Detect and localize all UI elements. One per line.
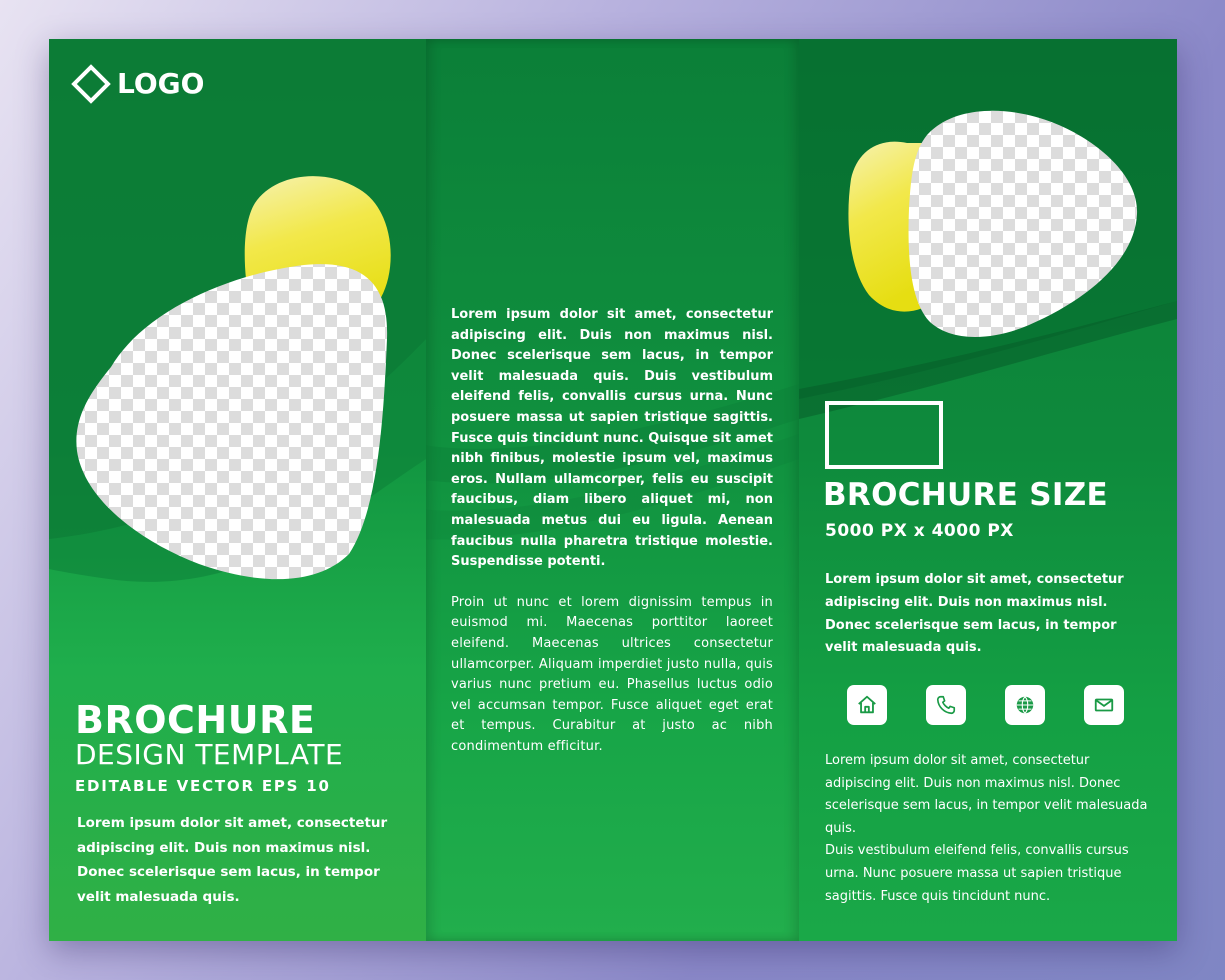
middle-paragraph-bold: Lorem ipsum dolor sit amet, consectetur adipiscing elit. Duis non maximus nisl. Donec scelerisque sem lacus, in tempor velit malesuada quis. Duis vestibulum eleifend felis, convallis cursus urna. Nunc posuere massa ut sapien tristique sagittis. Fusce quis tincidunt nunc. Quisque sit amet nibh finibus, molestie ipsum vel, maximus eros. Nullam ullamcorper, felis eu suscipit faucibus, diam libero aliquet mi, non malesuada metus dui eu ligula. Aenean faucibus nulla pharetra tristique molestie. Suspendisse potenti.: [451, 307, 773, 570]
middle-text-block: [451, 305, 773, 757]
brochure-title: BROCHURE: [75, 698, 316, 742]
back-description-bold: Lorem ipsum dolor sit amet, consectetur adipiscing elit. Duis non maximus nisl. Donec scelerisque sem lacus, in tempor velit malesuada quis.: [825, 572, 1124, 656]
brochure-title-block: [75, 699, 343, 795]
phone-icon: [935, 694, 957, 716]
globe-icon-button[interactable]: [1005, 685, 1045, 725]
globe-icon: [1014, 694, 1036, 716]
phone-icon-button[interactable]: [926, 685, 966, 725]
brochure-panel-back: [799, 39, 1177, 941]
back-description-regular-1: Lorem ipsum dolor sit amet, consectetur adipiscing elit. Duis non maximus nisl. Donec scelerisque sem lacus, in tempor velit malesuada quis.: [825, 753, 1148, 836]
size-rectangle-outline: [825, 401, 943, 469]
brochure-panel-middle: [426, 39, 799, 941]
contact-icons: [847, 685, 1124, 725]
back-description-regular: [825, 750, 1155, 908]
home-icon: [856, 694, 878, 716]
middle-paragraph-regular: Proin ut nunc et lorem dignissim tempus in euismod mi. Maecenas porttitor laoreet eleifend. Maecenas ultrices consectetur ullamcorper. Aliquam imperdiet justo nulla, quis varius nunc pretium eu. Phasellus luctus odio vel accumsan tempor. Fusce aliquet eget erat et tempus. Curabitur at justo ac nibh condimentum efficitur.: [451, 594, 773, 754]
home-icon-button[interactable]: [847, 685, 887, 725]
mail-icon-button[interactable]: [1084, 685, 1124, 725]
brochure-size-value: 5000 PX x 4000 PX: [825, 521, 1014, 541]
front-description: Lorem ipsum dolor sit amet, consectetur adipiscing elit. Duis non maximus nisl. Donec scelerisque sem lacus, in tempor velit malesuada quis.: [77, 815, 388, 905]
mail-icon: [1093, 694, 1115, 716]
back-description-regular-2: Duis vestibulum eleifend felis, convallis cursus urna. Nunc posuere massa ut sapien tristique sagittis. Fusce quis tincidunt nunc.: [825, 843, 1129, 904]
logo-text: LOGO: [117, 67, 205, 100]
brochure-size-title: BROCHURE SIZE: [823, 477, 1108, 513]
brochure-panel-front: [49, 39, 426, 941]
brochure-tagline: EDITABLE VECTOR EPS 10: [75, 777, 331, 795]
panel-front-decoration: [49, 39, 426, 941]
diamond-logo-icon: [71, 64, 111, 104]
brochure-subtitle: DESIGN TEMPLATE: [75, 738, 344, 771]
brochure: [49, 39, 1177, 941]
logo: [77, 67, 204, 100]
